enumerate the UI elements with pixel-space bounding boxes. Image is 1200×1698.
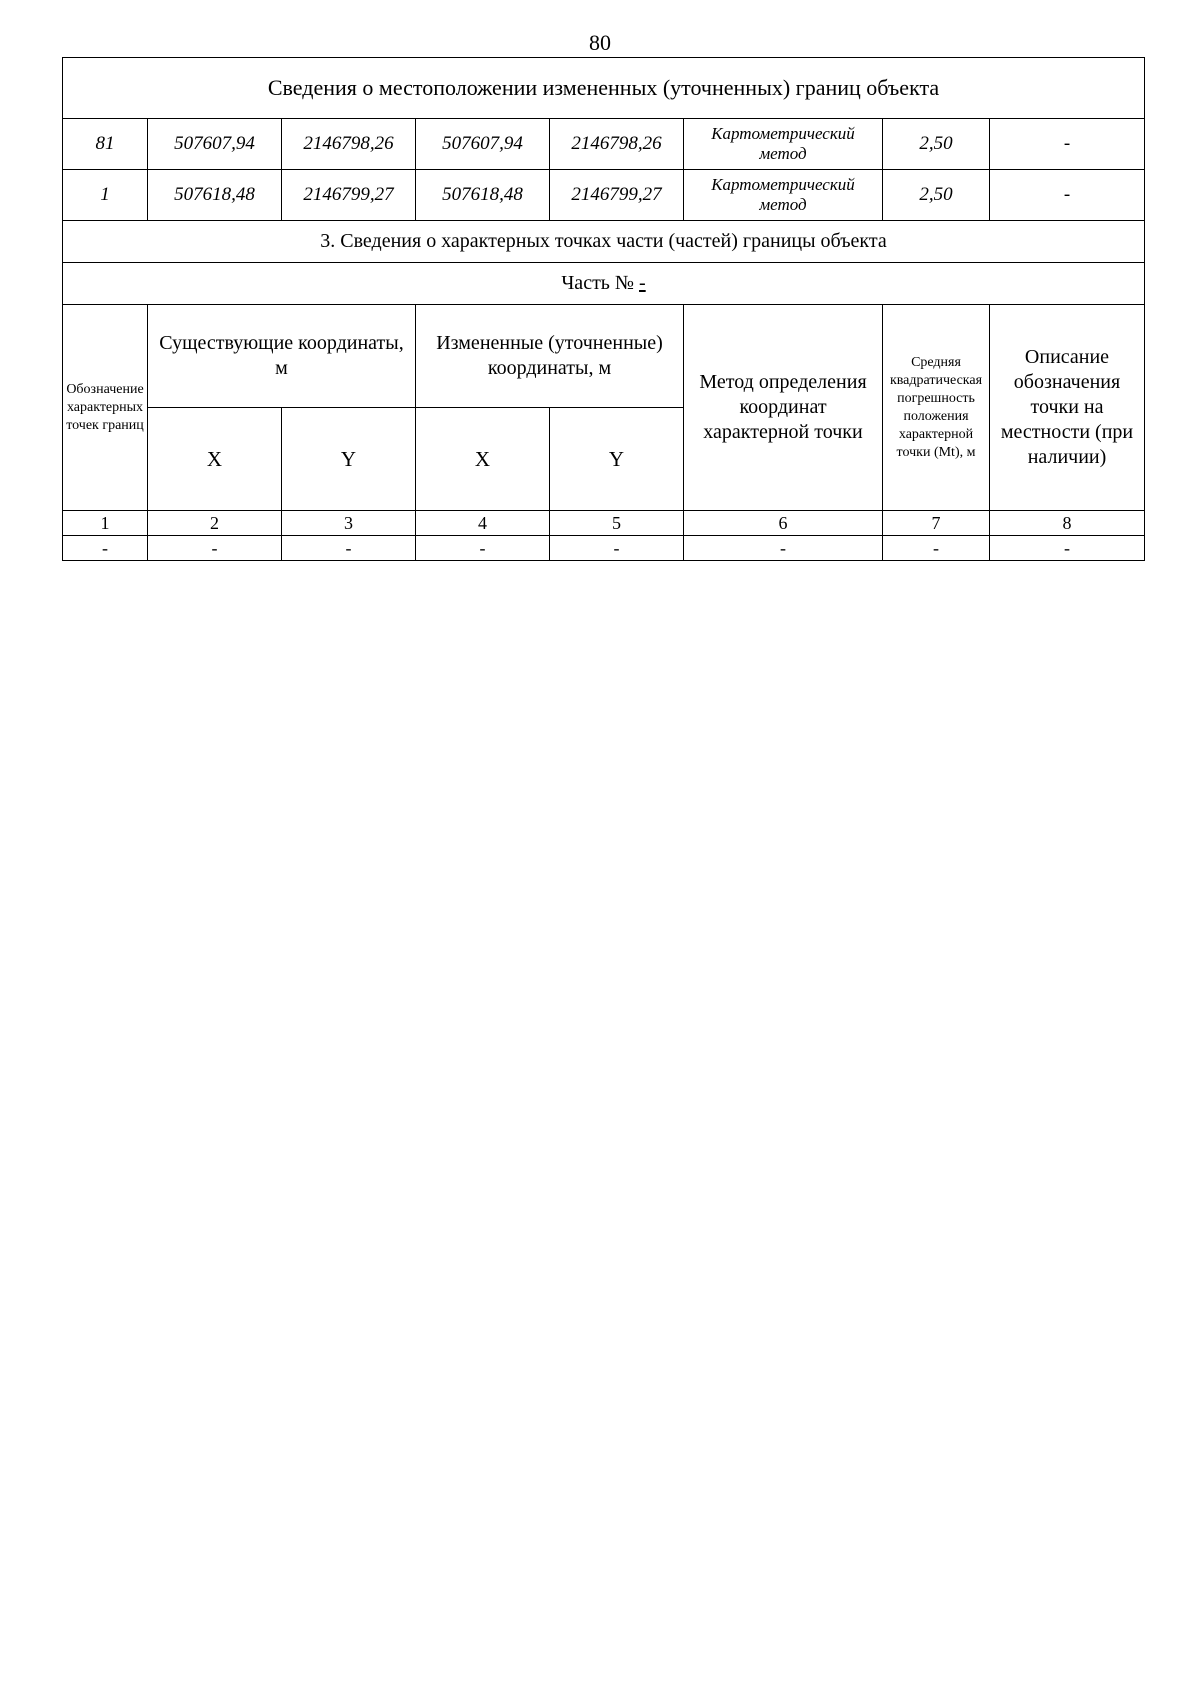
method-cell: Картометрический метод	[684, 119, 883, 170]
part-label: Часть №	[561, 272, 635, 294]
changed-y-cell: 2146799,27	[550, 170, 684, 221]
boundary-points-table	[62, 57, 1145, 561]
column-number: 6	[684, 511, 883, 536]
table-cell: -	[282, 536, 416, 561]
existing-x-cell: 507607,94	[148, 119, 282, 170]
description-cell: -	[990, 119, 1145, 170]
table-title: Сведения о местоположении измененных (уточненных) границ объекта	[63, 58, 1145, 119]
mt-cell: 2,50	[883, 170, 990, 221]
changed-y-cell: 2146798,26	[550, 119, 684, 170]
existing-y-cell: 2146798,26	[282, 119, 416, 170]
table-row	[63, 119, 1145, 170]
column-numbers-row	[63, 511, 1145, 536]
point-designation-cell: 81	[63, 119, 148, 170]
section-3-title: 3. Сведения о характерных точках части (частей) границы объекта	[63, 221, 1145, 263]
existing-y-cell: 2146799,27	[282, 170, 416, 221]
mt-header: Средняя квадратическая погрешность положения характерной точки (Mt), м	[883, 305, 990, 511]
method-cell: Картометрический метод	[684, 170, 883, 221]
column-number: 1	[63, 511, 148, 536]
table-title-row	[63, 58, 1145, 119]
mt-cell: 2,50	[883, 119, 990, 170]
table-row	[63, 170, 1145, 221]
table-cell: -	[550, 536, 684, 561]
existing-coords-header: Существующие координаты, м	[148, 305, 416, 408]
column-number: 5	[550, 511, 684, 536]
part-number-cell	[63, 263, 1145, 305]
table-cell: -	[148, 536, 282, 561]
page-number: 80	[589, 30, 611, 55]
existing-x-cell: 507618,48	[148, 170, 282, 221]
changed-y-header: Y	[550, 408, 684, 511]
table-cell: -	[63, 536, 148, 561]
table-row	[63, 536, 1145, 561]
changed-x-cell: 507618,48	[416, 170, 550, 221]
part-value: -	[639, 272, 646, 294]
method-header: Метод определения координат характерной точки	[684, 305, 883, 511]
description-header: Описание обозначения точки на местности (при наличии)	[990, 305, 1145, 511]
column-number: 2	[148, 511, 282, 536]
description-cell: -	[990, 170, 1145, 221]
header-row-1	[63, 305, 1145, 408]
part-number-row	[63, 263, 1145, 305]
point-designation-cell: 1	[63, 170, 148, 221]
existing-x-header: X	[148, 408, 282, 511]
column-number: 4	[416, 511, 550, 536]
changed-coords-header: Измененные (уточненные) координаты, м	[416, 305, 684, 408]
table-cell: -	[416, 536, 550, 561]
column-number: 7	[883, 511, 990, 536]
column-number: 3	[282, 511, 416, 536]
table-cell: -	[883, 536, 990, 561]
changed-x-header: X	[416, 408, 550, 511]
column-number: 8	[990, 511, 1145, 536]
existing-y-header: Y	[282, 408, 416, 511]
changed-x-cell: 507607,94	[416, 119, 550, 170]
section-3-row	[63, 221, 1145, 263]
table-cell: -	[990, 536, 1145, 561]
point-designation-header: Обозначение характерных точек границ	[63, 305, 148, 511]
table-cell: -	[684, 536, 883, 561]
